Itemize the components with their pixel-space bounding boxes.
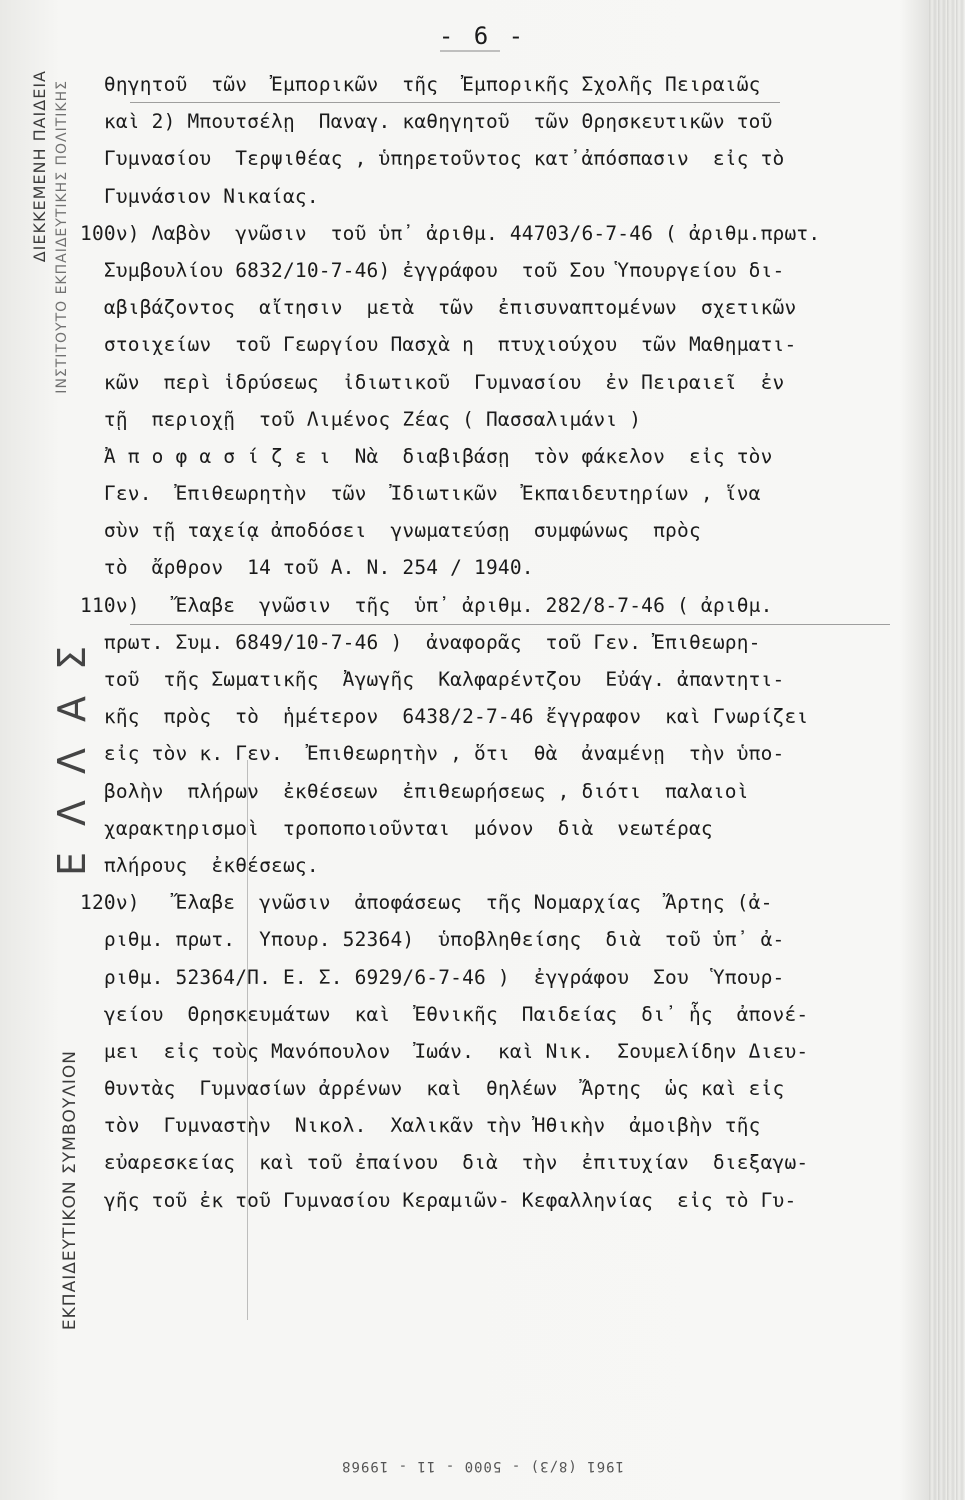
margin-stamp-3: ΕΛΛΑΣ bbox=[50, 620, 94, 877]
text-line: 110ν) Ἔλαβε γνῶσιν τῆς ὑπ᾽ ἀριθμ. 282/8-7-46 ( ἀριθμ. bbox=[80, 593, 773, 617]
text-line: τὸν Γυμναστὴν Νικολ. Χαλικᾶν τὴν Ἠθικὴν ἀμοιβὴν τῆς bbox=[80, 1114, 761, 1138]
text-line: θηγητοῦ τῶν Ἐμπορικῶν τῆς Ἐμπορικῆς Σχολῆς Πειραιῶς bbox=[80, 73, 761, 96]
text-line: χαρακτηρισμοὶ τροποποιοῦνται μόνον διὰ νεωτέρας bbox=[80, 816, 713, 840]
text-line: κῆς πρὸς τὸ ἡμέτερον 6438/2-7-46 ἔγγραφον καὶ Γνωρίζει bbox=[80, 705, 809, 729]
text-line: 120ν) Ἔλαβε γνῶσιν ἀποφάσεως τῆς Νομαρχίας Ἄρτης (ἀ- bbox=[80, 891, 773, 915]
margin-stamp-4: ΕΚΠΑΙΔΕΥΤΙΚΟΝ ΣΥΜΒΟΥΛΙΟΝ bbox=[60, 1050, 80, 1331]
text-line: Ἀ π ο φ α σ ί ζ ε ι Νὰ διαβιβάσῃ τὸν φάκελον εἰς τὸν bbox=[80, 444, 773, 468]
text-line: σὺν τῇ ταχείᾳ ἀποδόσει γνωματεύσῃ συμφώνως πρὸς bbox=[80, 519, 701, 543]
text-line: πλήρους ἐκθέσεως. bbox=[80, 853, 319, 877]
text-line: πρωτ. Συμ. 6849/10-7-46 ) ἀναφορᾶς τοῦ Γεν. Ἐπιθεωρη- bbox=[80, 630, 761, 654]
text-line: Συμβουλίου 6832/10-7-46) ἐγγράφου τοῦ Σου Ὑπουργείου δι- bbox=[80, 258, 785, 282]
text-line: στοιχείων τοῦ Γεωργίου Πασχὰ η πτυχιούχου τῶν Μαθηματι- bbox=[80, 333, 797, 357]
margin-stamp-2: ΙΝΣΤΙΤΟΥΤΟ ΕΚΠΑΙΔΕΥΤΙΚΗΣ ΠΟΛΙΤΙΚΗΣ bbox=[54, 80, 70, 394]
text-line: γείου Θρησκευμάτων καὶ Ἐθνικῆς Παιδείας δι᾽ ἧς ἀπονέ- bbox=[80, 1002, 809, 1026]
text-line: τῇ περιοχῇ τοῦ Λιμένος Ζέας ( Πασσαλιμάνι ) bbox=[80, 407, 642, 431]
text-line: θυντὰς Γυμνασίων ἀρρένων καὶ θηλέων Ἄρτης ὡς καὶ εἰς bbox=[80, 1077, 785, 1101]
page-number-underline bbox=[440, 50, 500, 52]
text-line: ριθμ. πρωτ. Υπουρ. 52364) ὑποβληθείσης διὰ τοῦ ὑπ᾽ ἀ- bbox=[80, 928, 785, 952]
text-line: τὸ ἄρθρον 14 τοῦ Α. Ν. 254 / 1940. bbox=[80, 556, 534, 580]
text-line: Γυμνασίου Τερψιθέας , ὑπηρετοῦντος κατ᾽ἀπόσπασιν εἰς τὸ bbox=[80, 147, 785, 171]
text-line: εὐαρεσκείας καὶ τοῦ ἐπαίνου διὰ τὴν ἐπιτυχίαν διεξαγω- bbox=[80, 1151, 809, 1175]
page-edge bbox=[929, 0, 965, 1500]
margin-stamp-1: ΔΙΕΚΚΕΜΕΝΗ ΠΑΙΔΕΙΑ bbox=[30, 70, 49, 263]
text-line: βολὴν πλήρων ἐκθέσεων ἐπιθεωρήσεως , διότι παλαιοὶ bbox=[80, 779, 749, 803]
text-line: ριθμ. 52364/Π. Ε. Σ. 6929/6-7-46 ) ἐγγράφου Σου Ὑπουρ- bbox=[80, 965, 785, 989]
text-line: Γεν. Ἐπιθεωρητὴν τῶν Ἰδιωτικῶν Ἐκπαιδευτηρίων , ἵνα bbox=[80, 482, 761, 506]
page-number: - 6 - bbox=[438, 22, 527, 50]
text-line: 100ν) Λαβὸν γνῶσιν τοῦ ὑπ᾽ ἀριθμ. 44703/6-7-46 ( ἀριθμ.πρωτ. bbox=[80, 221, 821, 245]
text-line: αβιβάζοντος αἴτησιν μετὰ τῶν ἐπισυναπτομένων σχετικῶν bbox=[80, 296, 797, 320]
text-line: τοῦ τῆς Σωματικῆς Ἀγωγῆς Καλφαρέντζου Εὐάγ. ἀπαντητι- bbox=[80, 668, 785, 691]
footer-print-note: 1961 (8/3) - 5000 - 11 - 19968 bbox=[341, 1458, 624, 1474]
text-line: εἰς τὸν κ. Γεν. Ἐπιθεωρητὴν , ὅτι θὰ ἀναμένῃ τὴν ὑπο- bbox=[80, 742, 785, 766]
text-line: κῶν περὶ ἱδρύσεως ἰδιωτικοῦ Γυμνασίου ἐν Πειραιεῖ ἐν bbox=[80, 370, 785, 394]
text-line: καὶ 2) Μπουτσέλῃ Παναγ. καθηγητοῦ τῶν Θρησκευτικῶν τοῦ bbox=[80, 110, 773, 134]
text-line: γῆς τοῦ ἐκ τοῦ Γυμνασίου Κεραμιῶν- Κεφαλληνίας εἰς τὸ Γυ- bbox=[80, 1188, 797, 1212]
document-body bbox=[80, 66, 930, 1219]
text-line: Γυμνάσιον Νικαίας. bbox=[80, 184, 319, 208]
text-line: μει εἰς τοὺς Μανόπουλον Ἰωάν. καὶ Νικ. Σουμελίδην Διευ- bbox=[80, 1039, 809, 1063]
